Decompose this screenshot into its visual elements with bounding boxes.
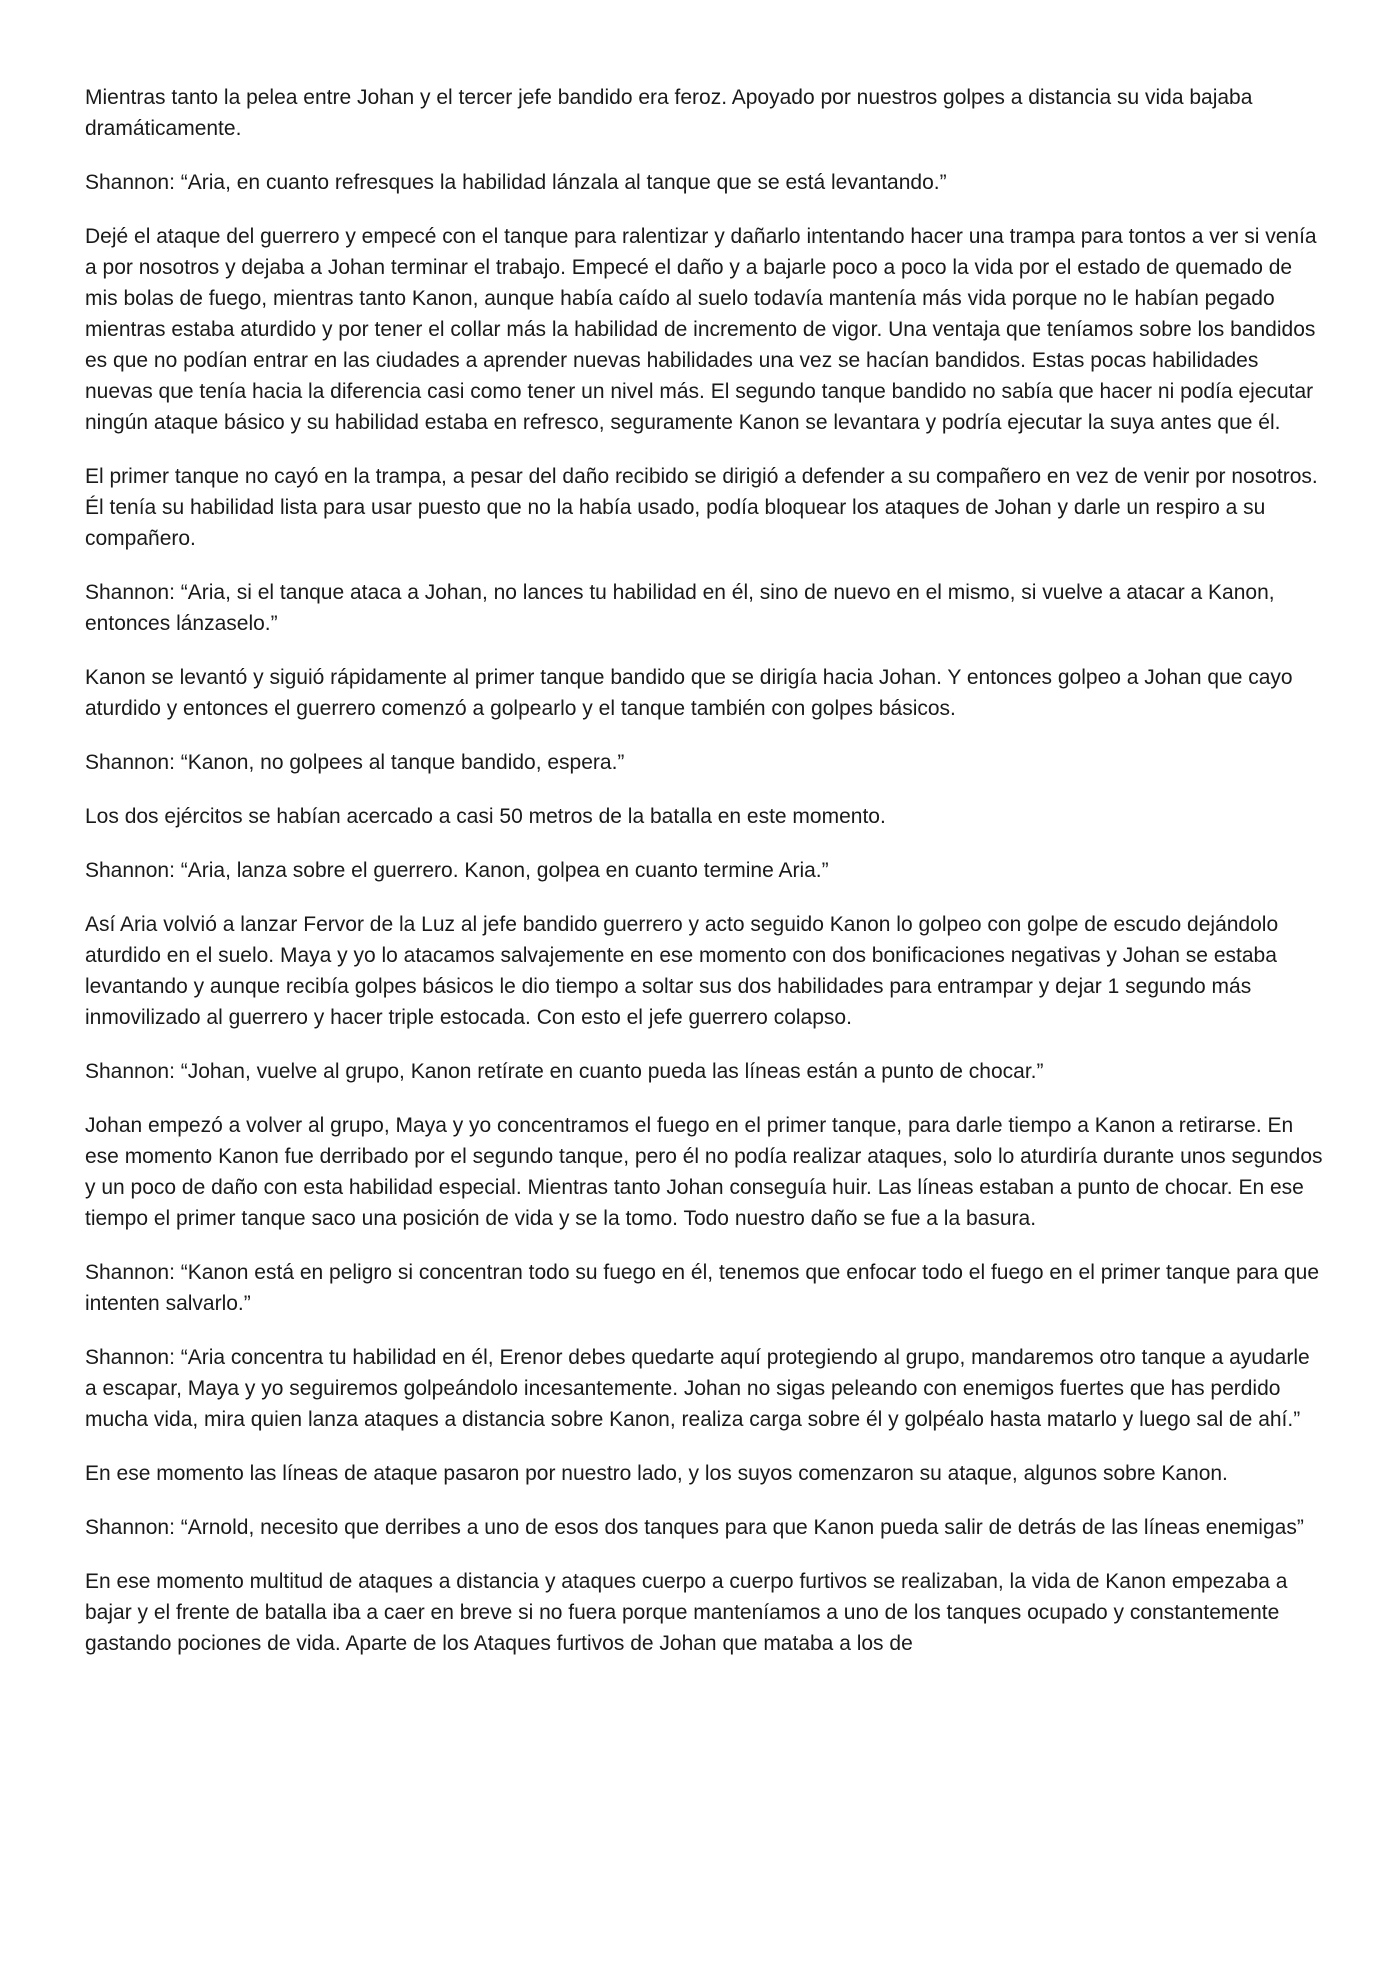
paragraph: En ese momento multitud de ataques a distancia y ataques cuerpo a cuerpo furtivos se realizaban, la vida de Kanon empezaba a bajar y el frente de batalla iba a caer en breve si no fuera porque manteníamos a uno de los tanques ocupado y constantemente gastando pociones de vida. Aparte de los Ataques furtivos de Johan que mataba a los de [85, 1570, 1288, 1655]
paragraph: El primer tanque no cayó en la trampa, a pesar del daño recibido se dirigió a defender a su compañero en vez de venir por nosotros. Él tenía su habilidad lista para usar puesto que no la había usado, podía bloquear los ataques de Johan y darle un respiro a su compañero. [85, 465, 1318, 550]
paragraph: Kanon se levantó y siguió rápidamente al primer tanque bandido que se dirigía hacia Johan. Y entonces golpeo a Johan que cayo aturdido y entonces el guerrero comenzó a golpearlo y el tanque también con golpes básicos. [85, 666, 1293, 720]
paragraph: Shannon: “Kanon, no golpees al tanque bandido, espera.” [85, 751, 625, 774]
paragraph: Shannon: “Johan, vuelve al grupo, Kanon retírate en cuanto pueda las líneas están a punto de chocar.” [85, 1060, 1044, 1083]
paragraph: Shannon: “Aria, en cuanto refresques la habilidad lánzala al tanque que se está levantando.” [85, 171, 947, 194]
paragraph: Dejé el ataque del guerrero y empecé con el tanque para ralentizar y dañarlo intentando hacer una trampa para tontos a ver si venía a por nosotros y dejaba a Johan terminar el trabajo. Empecé el daño y a bajarle poco a poco la vida por el estado de quemado de mis bolas de fuego, mientras tanto Kanon, aunque había caído al suelo todavía mantenía más vida porque no le habían pegado mientras estaba aturdido y por tener el collar más la habilidad de incremento de vigor. Una ventaja que teníamos sobre los bandidos es que no podían entrar en las ciudades a aprender nuevas habilidades una vez se hacían bandidos. Estas pocas habilidades nuevas que tenía hacia la diferencia casi como tener un nivel más. El segundo tanque bandido no sabía que hacer ni podía ejecutar ningún ataque básico y su habilidad estaba en refresco, seguramente Kanon se levantara y podría ejecutar la suya antes que él. [85, 225, 1317, 434]
paragraph: Shannon: “Kanon está en peligro si concentran todo su fuego en él, tenemos que enfocar todo el fuego en el primer tanque para que intenten salvarlo.” [85, 1261, 1320, 1315]
paragraph: Shannon: “Aria, lanza sobre el guerrero. Kanon, golpea en cuanto termine Aria.” [85, 859, 829, 882]
document-page [85, 82, 1325, 1682]
paragraph: En ese momento las líneas de ataque pasaron por nuestro lado, y los suyos comenzaron su ataque, algunos sobre Kanon. [85, 1462, 1228, 1485]
paragraph: Johan empezó a volver al grupo, Maya y yo concentramos el fuego en el primer tanque, para darle tiempo a Kanon a retirarse. En ese momento Kanon fue derribado por el segundo tanque, pero él no podía realizar ataques, solo lo aturdiría durante unos segundos y un poco de daño con esta habilidad especial. Mientras tanto Johan conseguía huir. Las líneas estaban a punto de chocar. En ese tiempo el primer tanque saco una posición de vida y se la tomo. Todo nuestro daño se fue a la basura. [85, 1114, 1323, 1230]
paragraph: Shannon: “Aria, si el tanque ataca a Johan, no lances tu habilidad en él, sino de nuevo en el mismo, si vuelve a atacar a Kanon, entonces lánzaselo.” [85, 581, 1275, 635]
paragraph: Shannon: “Aria concentra tu habilidad en él, Erenor debes quedarte aquí protegiendo al grupo, mandaremos otro tanque a ayudarle a escapar, Maya y yo seguiremos golpeándolo incesantemente. Johan no sigas peleando con enemigos fuertes que has perdido mucha vida, mira quien lanza ataques a distancia sobre Kanon, realiza carga sobre él y golpéalo hasta matarlo y luego sal de ahí.” [85, 1346, 1310, 1431]
paragraph: Shannon: “Arnold, necesito que derribes a uno de esos dos tanques para que Kanon pueda salir de detrás de las líneas enemigas” [85, 1516, 1304, 1539]
paragraph: Los dos ejércitos se habían acercado a casi 50 metros de la batalla en este momento. [85, 805, 886, 828]
paragraph: Así Aria volvió a lanzar Fervor de la Luz al jefe bandido guerrero y acto seguido Kanon lo golpeo con golpe de escudo dejándolo aturdido en el suelo. Maya y yo lo atacamos salvajemente en ese momento con dos bonificaciones negativas y Johan se estaba levantando y aunque recibía golpes básicos le dio tiempo a soltar sus dos habilidades para entrampar y dejar 1 segundo más inmovilizado al guerrero y hacer triple estocada. Con esto el jefe guerrero colapso. [85, 913, 1279, 1029]
paragraph: Mientras tanto la pelea entre Johan y el tercer jefe bandido era feroz. Apoyado por nuestros golpes a distancia su vida bajaba dramáticamente. [85, 86, 1253, 140]
